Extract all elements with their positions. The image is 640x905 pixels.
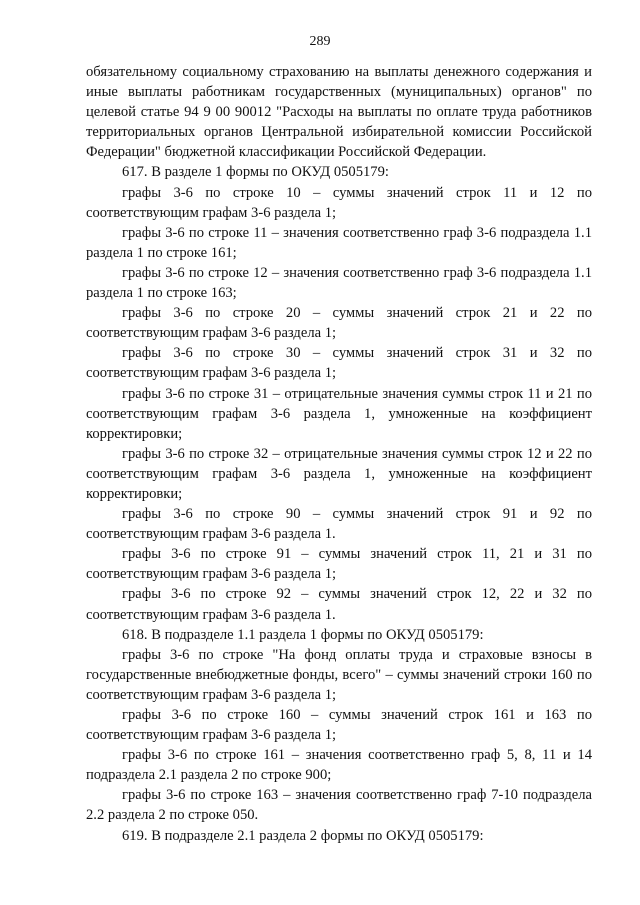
- document-body: [86, 62, 592, 846]
- paragraph: графы 3-6 по строке 161 – значения соответственно граф 5, 8, 11 и 14 подраздела 2.1 раздела 2 по строке 900;: [86, 747, 592, 784]
- paragraph: графы 3-6 по строке 12 – значения соответственно граф 3-6 подраздела 1.1 раздела 1 по строке 163;: [86, 264, 592, 302]
- paragraph: графы 3-6 по строке 90 – суммы значений строк 91 и 92 по соответствующим графам 3-6 раздела 1.: [86, 506, 592, 543]
- paragraph: графы 3-6 по строке 92 – суммы значений строк 12, 22 и 32 по соответствующим графам 3-6 раздела 1.: [86, 586, 592, 623]
- paragraph: графы 3-6 по строке 32 – отрицательные значения суммы строк 12 и 22 по соответствующим графам 3-6 раздела 1, умноженные на коэффициент корректировки;: [86, 445, 592, 502]
- paragraph: обязательному социальному страхованию на выплаты денежного содержания и иные выплаты работникам государственных (муниципальных) органов" по целевой статье 94 9 00 90012 "Расходы на выплаты по оплате труда работников территориальных органов Центральной избирательной комиссии Российской Федерации" бюджетной классификации Российской Федерации.: [86, 64, 592, 161]
- paragraph: графы 3-6 по строке 10 – суммы значений строк 11 и 12 по соответствующим графам 3-6 раздела 1;: [86, 184, 592, 221]
- paragraph: 619. В подразделе 2.1 раздела 2 формы по ОКУД 0505179:: [122, 827, 484, 844]
- paragraph: графы 3-6 по строке 30 – суммы значений строк 31 и 32 по соответствующим графам 3-6 раздела 1;: [86, 345, 592, 382]
- paragraph: графы 3-6 по строке 160 – суммы значений строк 161 и 163 по соответствующим графам 3-6 раздела 1;: [86, 707, 592, 744]
- paragraph: графы 3-6 по строке 91 – суммы значений строк 11, 21 и 31 по соответствующим графам 3-6 раздела 1;: [86, 546, 592, 583]
- paragraph: графы 3-6 по строке 163 – значения соответственно граф 7-10 подраздела 2.2 раздела 2 по строке 050.: [86, 787, 592, 824]
- page-number: 289: [309, 34, 331, 49]
- paragraph: 617. В разделе 1 формы по ОКУД 0505179:: [122, 164, 389, 181]
- paragraph: графы 3-6 по строке "На фонд оплаты труда и страховые взносы в государственные внебюджетные фонды, всего" – суммы значений строки 160 по соответствующим графам 3-6 раздела 1;: [86, 646, 592, 703]
- paragraph: графы 3-6 по строке 11 – значения соответственно граф 3-6 подраздела 1.1 раздела 1 по строке 161;: [86, 224, 592, 261]
- paragraph: графы 3-6 по строке 31 – отрицательные значения суммы строк 11 и 21 по соответствующим графам 3-6 раздела 1, умноженные на коэффициент корректировки;: [86, 385, 592, 442]
- paragraph: 618. В подразделе 1.1 раздела 1 формы по ОКУД 0505179:: [122, 626, 484, 643]
- paragraph: графы 3-6 по строке 20 – суммы значений строк 21 и 22 по соответствующим графам 3-6 раздела 1;: [86, 305, 592, 342]
